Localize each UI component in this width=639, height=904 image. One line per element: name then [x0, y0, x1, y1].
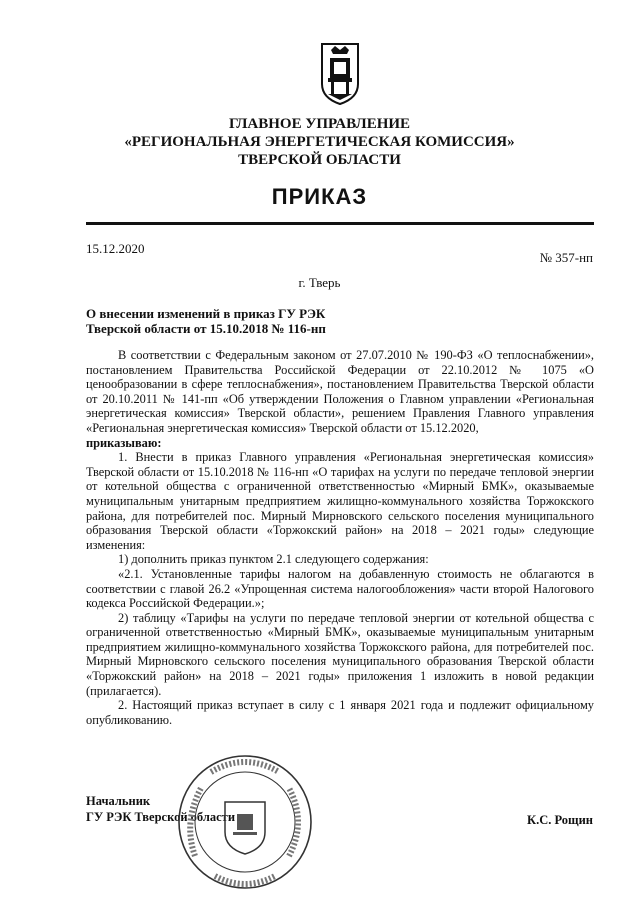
order-subject: [86, 306, 386, 336]
coat-of-arms-emblem: [319, 40, 361, 106]
order-date: 15.12.2020: [86, 241, 145, 256]
order-city: г. Тверь: [298, 275, 341, 290]
official-seal-stamp: [175, 752, 315, 892]
subitem-2-paragraph: 2) таблицу «Тарифы на услуги по передаче тепловой энергии от котельной общества с ограниченной ответственностью «Мирный БМК», оказываемые муниципальным унитарным предприятием жилищно-коммунального хозяйства Торжокского района, для потребителей пос. Мирный Мирновского сельского поселения муниципального образования Тверской области «Торжокский район» на 2018 – 2021 годы» приложения 1 изложить в новой редакции (прилагается).: [86, 610, 594, 698]
subitem-1-paragraph: 1) дополнить приказ пунктом 2.1 следующего содержания:: [118, 552, 429, 567]
position-line1: Начальник: [86, 794, 151, 808]
item-2-paragraph: 2. Настоящий приказ вступает в силу с 1 января 2021 года и подлежит официальному опубликованию.: [86, 698, 594, 727]
org-name-line1: ГЛАВНОЕ УПРАВЛЕНИЕ: [228, 116, 411, 132]
org-name-line3: ТВЕРСКОЙ ОБЛАСТИ: [238, 152, 401, 168]
subject-line2: Тверской области от 15.10.2018 № 116-нп: [86, 321, 326, 336]
item-1-paragraph: 1. Внести в приказ Главного управления «Региональная энергетическая комиссия» Тверской области от 15.10.2018 № 116-нп «О тарифах на услуги по передаче тепловой энергии от котельной общества с ограниченной ответственностью «Мирный БМК», оказываемые муниципальным унитарным предприятием жилищно-коммунального хозяйства Торжокского района, для потребителей пос. Мирный Мирновского сельского поселения муниципального образования Тверской области «Торжокский район» на 2018 – 2021 годы» следующие изменения:: [86, 450, 594, 552]
org-name-line2: «РЕГИОНАЛЬНАЯ ЭНЕРГЕТИЧЕСКАЯ КОМИССИЯ»: [124, 134, 515, 150]
document-type-title: ПРИКАЗ: [271, 184, 368, 209]
subject-line1: О внесении изменений в приказ ГУ РЭК: [86, 306, 326, 321]
signatory-name: К.С. Рощин: [527, 813, 593, 827]
order-word: приказываю:: [86, 435, 162, 450]
preamble-paragraph: В соответствии с Федеральным законом от 27.07.2010 № 190-ФЗ «О теплоснабжении», постановлением Правительства Российской Федерации от 22.10.2012 № 1075 «О ценообразовании в сфере теплоснабжения», постановлением Правительства Тверской области от 20.10.2011 № 141-пп «Об утверждении Положения о Главном управлении «Региональная энергетическая комиссия» Тверской области», решением Правления Главного управления «Региональная энергетическая комиссия» Тверской области от 15.12.2020,: [86, 348, 594, 435]
position-line2: ГУ РЭК Тверской области: [86, 810, 236, 824]
order-number: № 357-нп: [539, 250, 593, 265]
quote-paragraph: «2.1. Установленные тарифы налогом на добавленную стоимость не облагаются в соответствии с главой 26.2 «Упрощенная система налогообложения» части второй Налогового кодекса Российской Федерации.»;: [86, 566, 594, 611]
header-divider: [86, 222, 594, 225]
order-body: [86, 348, 594, 727]
